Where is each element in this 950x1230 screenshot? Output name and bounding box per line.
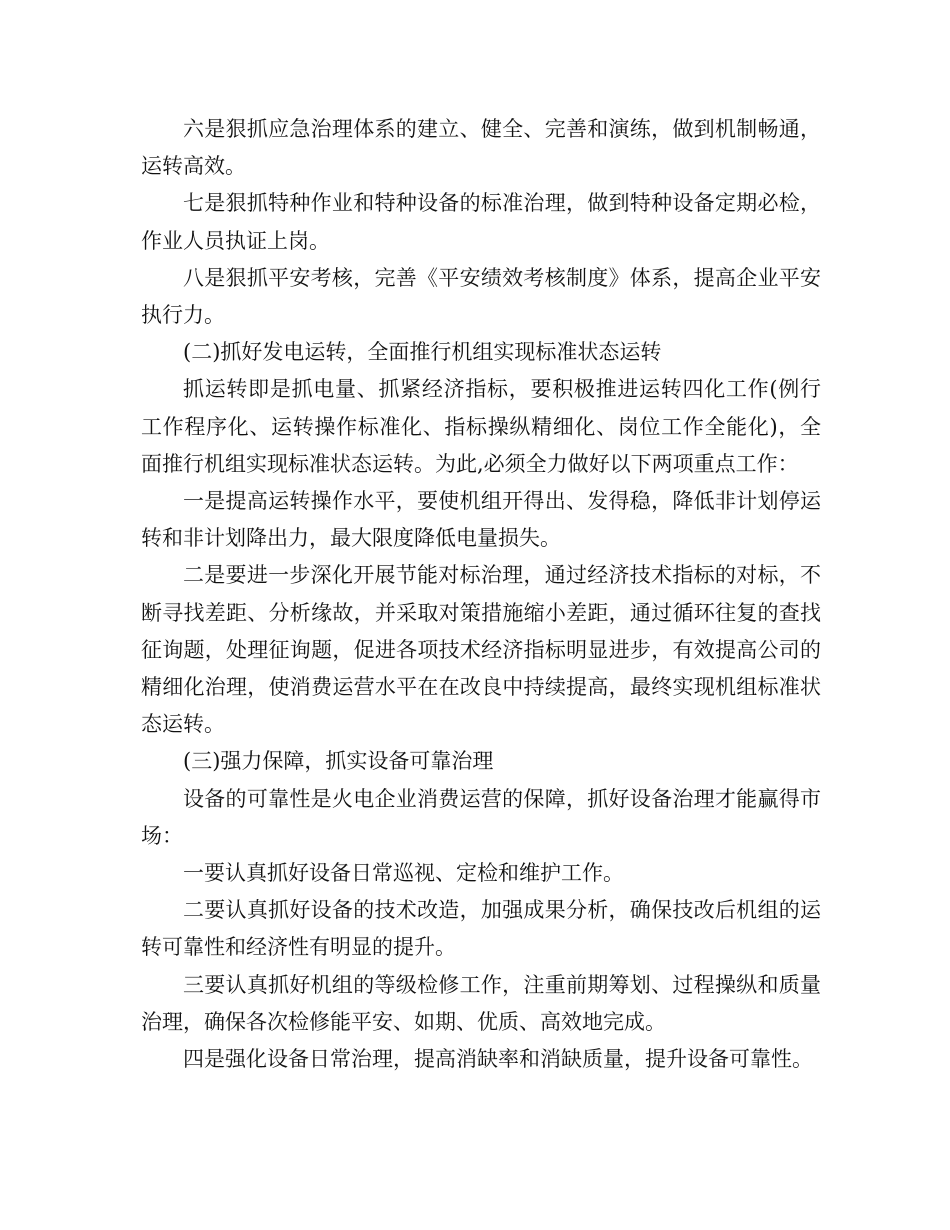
paragraph-7: 设备的可靠性是火电企业消费运营的保障，抓好设备治理才能赢得市场： <box>141 786 821 848</box>
paragraph-11: 四是强化设备日常治理，提高消缺率和消缺质量，提升设备可靠性。 <box>183 1047 813 1072</box>
paragraph-9: 二要认真抓好设备的技术改造，加强成果分析，确保技改后机组的运转可靠性和经济性有明显的提升。 <box>141 898 821 960</box>
paragraph-4: 抓运转即是抓电量、抓紧经济指标，要积极推进运转四化工作(例行工作程序化、运转操作标准化、指标操纵精细化、岗位工作全能化)，全面推行机组实现标准状态运转。为此,必须全力做好以下两项重点工作： <box>141 377 821 476</box>
section-heading-2: (二)抓好发电运转，全面推行机组实现标准状态运转 <box>183 340 662 365</box>
section-heading-3: (三)强力保障，抓实设备可靠治理 <box>183 749 494 774</box>
document-page <box>141 111 821 1078</box>
paragraph-8: 一要认真抓好设备日常巡视、定检和维护工作。 <box>183 861 624 886</box>
paragraph-3: 八是狠抓平安考核，完善《平安绩效考核制度》体系，提高企业平安执行力。 <box>141 265 821 328</box>
paragraph-6: 二是要进一步深化开展节能对标治理，通过经济技术指标的对标，不断寻找差距、分析缘故，并采取对策措施缩小差距，通过循环往复的查找征询题，处理征询题，促进各项技术经济指标明显进步，有效提高公司的精细化治理，使消费运营水平在在改良中持续提高，最终实现机组标准状态运转。 <box>141 563 821 737</box>
paragraph-5: 一是提高运转操作水平，要使机组开得出、发得稳，降低非计划停运转和非计划降出力，最大限度降低电量损失。 <box>141 489 821 551</box>
paragraph-1: 六是狠抓应急治理体系的建立、健全、完善和演练，做到机制畅通，运转高效。 <box>141 117 821 179</box>
paragraph-2: 七是狠抓特种作业和特种设备的标准治理，做到特种设备定期必检，作业人员执证上岗。 <box>141 191 821 253</box>
paragraph-10: 三要认真抓好机组的等级检修工作，注重前期筹划、过程操纵和质量治理，确保各次检修能平安、如期、优质、高效地完成。 <box>141 972 821 1034</box>
